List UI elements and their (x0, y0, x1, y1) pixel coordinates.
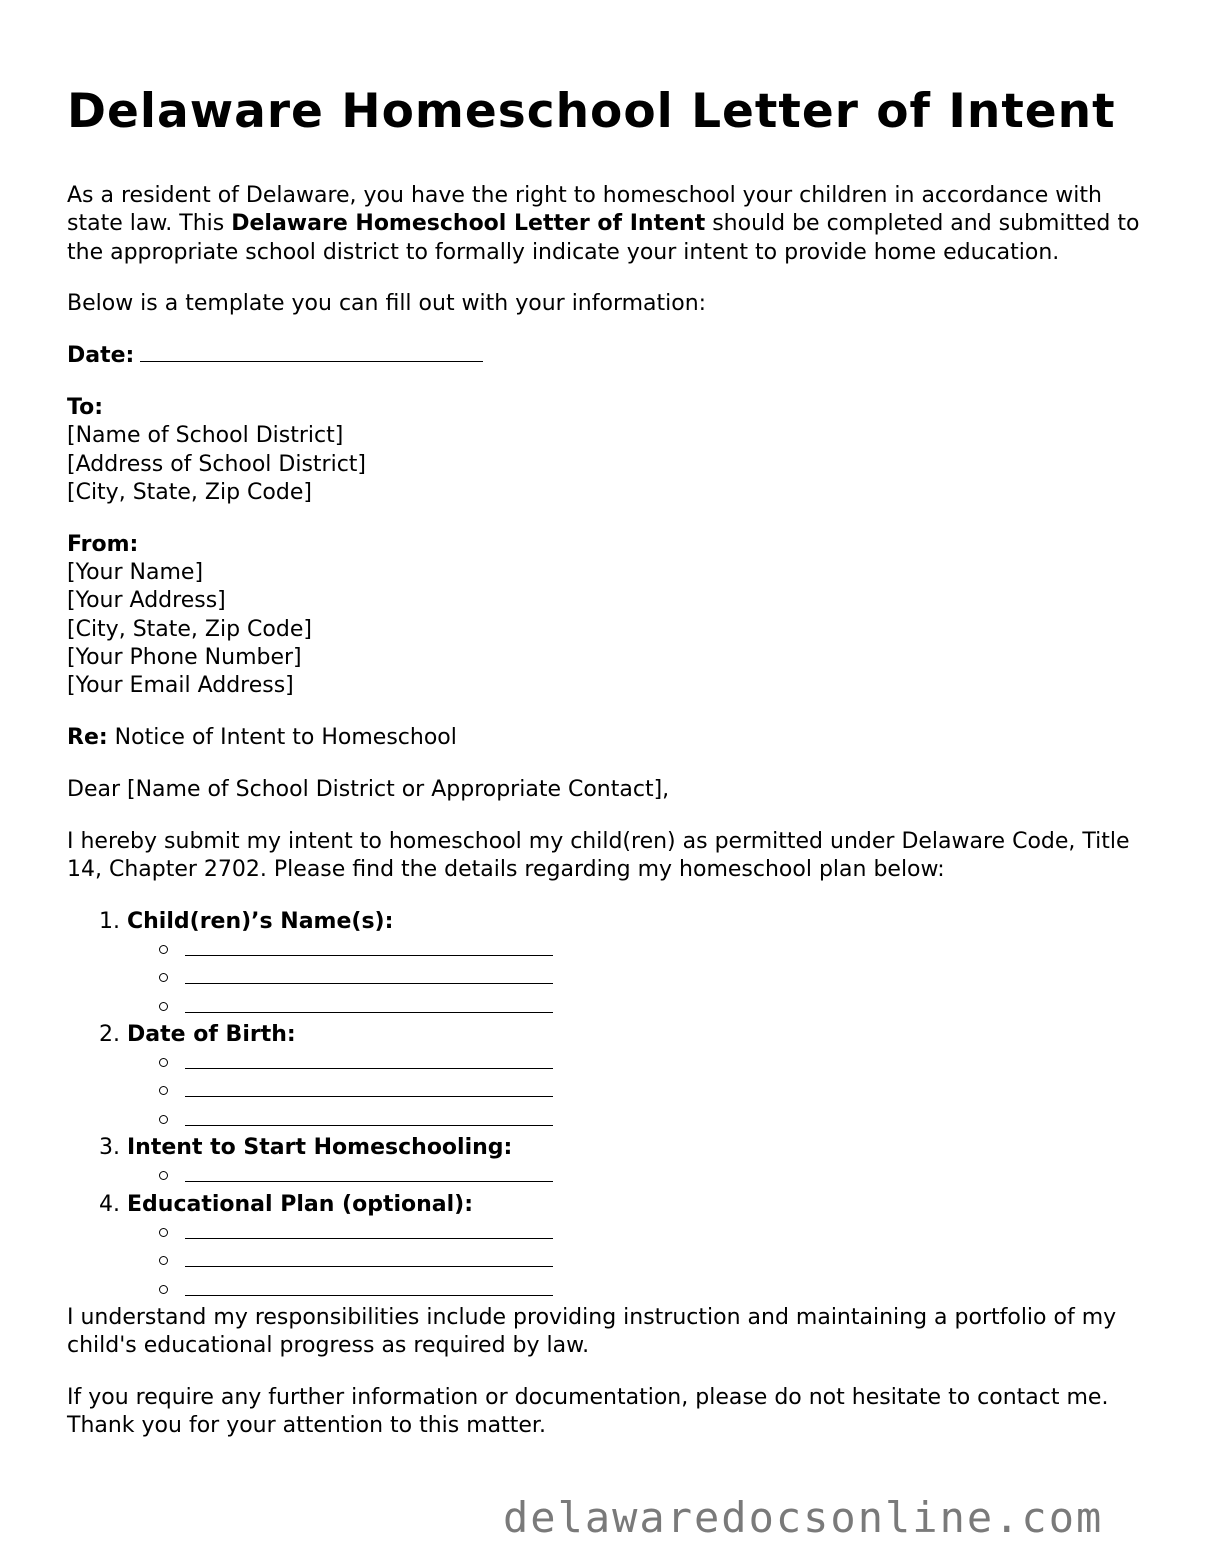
circle-bullet-icon (159, 1058, 168, 1067)
blank-entry[interactable] (185, 1162, 1157, 1190)
item-label: Date of Birth: (127, 1021, 296, 1047)
intro-bold-title: Delaware Homeschool Letter of Intent (231, 211, 706, 237)
blank-line[interactable] (185, 993, 553, 1013)
from-line: [Your Name] (67, 559, 204, 585)
from-line: [Your Address] (67, 588, 226, 614)
to-line: [Name of School District] (67, 423, 344, 449)
document-page (67, 82, 1157, 1440)
circle-bullet-icon (159, 1256, 168, 1265)
to-line: [Address of School District] (67, 451, 367, 477)
blank-entry[interactable] (185, 1106, 1157, 1134)
item-label: Educational Plan (optional): (127, 1191, 474, 1217)
item-label: Intent to Start Homeschooling: (127, 1135, 513, 1161)
circle-bullet-icon (159, 1228, 168, 1237)
circle-bullet-icon (159, 945, 168, 954)
re-label: Re: (67, 724, 108, 750)
circle-bullet-icon (159, 1171, 168, 1180)
body-intro-paragraph: I hereby submit my intent to homeschool my child(ren) as permitted under Delaware Code, Title 14, Chapter 2702. Please find the details regarding my homeschool plan below: (67, 828, 1130, 882)
blank-line[interactable] (185, 1077, 553, 1097)
date-blank-line[interactable] (140, 343, 483, 362)
blank-entry[interactable] (185, 1077, 1157, 1105)
to-block (67, 394, 1157, 507)
from-label: From: (67, 531, 139, 557)
responsibilities-paragraph: I understand my responsibilities include providing instruction and maintaining a portfolio of my child's educational progress as required by law. (67, 1304, 1117, 1359)
blank-line[interactable] (185, 1106, 553, 1126)
date-label: Date: (67, 343, 135, 369)
blank-line[interactable] (185, 1276, 553, 1296)
page-title: Delaware Homeschool Letter of Intent (67, 84, 1116, 139)
blank-line[interactable] (185, 964, 553, 984)
date-row (67, 342, 1157, 370)
from-line: [Your Phone Number] (67, 644, 302, 670)
from-line: [Your Email Address] (67, 673, 294, 699)
blank-line[interactable] (185, 1049, 553, 1069)
template-note: Below is a template you can fill out with your information: (67, 291, 707, 317)
blank-line[interactable] (185, 1219, 553, 1239)
blank-line[interactable] (185, 1247, 553, 1267)
blank-entry[interactable] (185, 993, 1157, 1021)
salutation: Dear [Name of School District or Appropriate Contact], (67, 776, 670, 802)
to-label: To: (67, 394, 103, 420)
circle-bullet-icon (159, 1002, 168, 1011)
re-text: Notice of Intent to Homeschool (107, 724, 457, 750)
from-block (67, 531, 1157, 701)
list-item (127, 1134, 1157, 1191)
from-line: [City, State, Zip Code] (67, 616, 312, 642)
circle-bullet-icon (159, 1285, 168, 1294)
list-item (127, 1191, 1157, 1304)
details-list (67, 908, 1157, 1304)
blank-entry[interactable] (185, 1049, 1157, 1077)
blank-entry[interactable] (185, 1276, 1157, 1304)
closing-paragraph: If you require any further information or documentation, please do not hesitate to contact me. Thank you for your attention to this matter. (67, 1384, 1109, 1439)
list-item (127, 1021, 1157, 1134)
circle-bullet-icon (159, 1115, 168, 1124)
blank-entry[interactable] (185, 936, 1157, 964)
watermark: delawaredocsonline.com (503, 1493, 1104, 1542)
circle-bullet-icon (159, 973, 168, 982)
blank-line[interactable] (185, 936, 553, 956)
re-line (67, 724, 1157, 752)
circle-bullet-icon (159, 1086, 168, 1095)
blank-entry[interactable] (185, 1247, 1157, 1275)
blank-entry[interactable] (185, 964, 1157, 992)
intro-paragraph: As a resident of Delaware, you have the right to homeschool your children in accordance with state law. This Delaware Homeschool Letter of Intent should be completed and submitted to the appropriate school district to formally indicate your intent to provide home education. (67, 183, 1140, 265)
blank-entry[interactable] (185, 1219, 1157, 1247)
to-line: [City, State, Zip Code] (67, 479, 312, 505)
item-label: Child(ren)’s Name(s): (127, 908, 394, 934)
blank-line[interactable] (185, 1162, 553, 1182)
list-item (127, 908, 1157, 1021)
